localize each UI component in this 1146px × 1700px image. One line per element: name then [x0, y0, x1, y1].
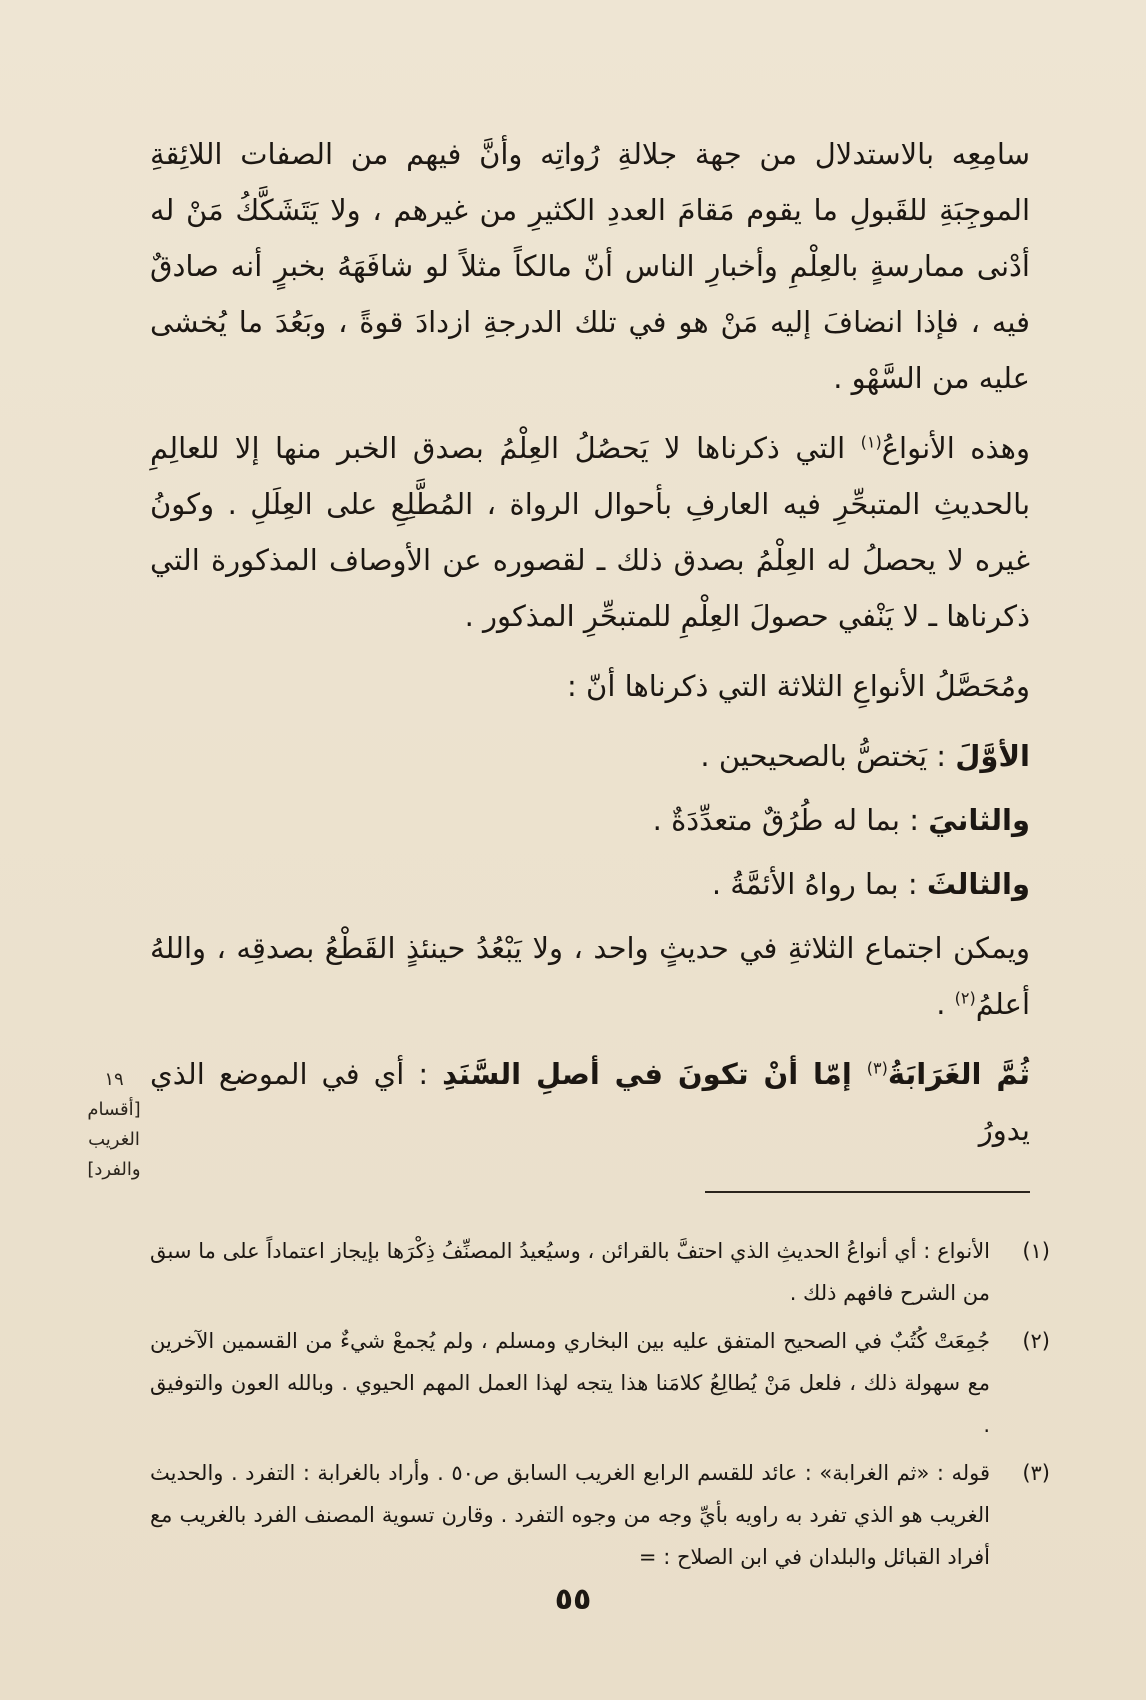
list-item-third: [150, 856, 1030, 912]
ijtima-end: .: [936, 987, 955, 1021]
footnote-divider: [705, 1191, 1030, 1193]
margin-note: [70, 1065, 158, 1185]
anwa-text-before: وهذه الأنواعُ: [881, 431, 1030, 465]
body-paragraph-ijtima: [150, 920, 1030, 1032]
footnote-1: [150, 1230, 1050, 1314]
margin-note-number: ١٩: [104, 1069, 124, 1090]
footnote-ref-1: (١): [860, 432, 882, 452]
body-paragraph-gharaba: [150, 1046, 1030, 1158]
footnote-number: (١): [1022, 1239, 1050, 1263]
list-item-second: [150, 792, 1030, 848]
gharaba-lead: ثُمَّ الغَرَابَةُ: [887, 1057, 1030, 1091]
page-number: ٥٥: [554, 1582, 592, 1617]
footnote-2: [150, 1320, 1050, 1446]
main-text: [150, 126, 1030, 1172]
item-text: : يَختصُّ بالصحيحين .: [700, 739, 956, 773]
footnote-text: قوله : «ثم الغرابة» : عائد للقسم الرابع الغريب السابق ص٥٠ . وأراد بالغرابة : التفرد . والحديث الغريب هو الذي تفرد به راويه بأيِّ وجه من وجوه التفرد . وقارن تسوية المصنف الفرد بالغريب مع أفراد القبائل والبلدان في ابن الصلاح : =: [150, 1461, 990, 1569]
anwa-text-after: التي ذكرناها لا يَحصُلُ العِلْمُ بصدق الخبر منها إلا للعالِمِ بالحديثِ المتبحِّرِ فيه العارفِ بأحوال الرواة ، المُطَّلِعِ على العِلَلِ .: [150, 431, 1031, 521]
footnote-ref-2: (٢): [954, 988, 976, 1008]
item-label: والثانيَ: [928, 803, 1030, 837]
footnote-number: (٢): [1022, 1329, 1050, 1353]
item-text: : بما رواهُ الأئمَّةُ .: [711, 867, 927, 901]
item-text: : بما له طُرُقٌ متعدِّدَةٌ .: [652, 803, 929, 837]
footnote-number: (٣): [1022, 1461, 1050, 1485]
ijtima-text: ويمكن اجتماع الثلاثةِ في حديثٍ واحد ، ولا يَبْعُدُ حينئذٍ القَطْعُ بصدقِه ، واللهُ أعلمُ: [150, 931, 1030, 1021]
body-paragraph-anwa: [150, 420, 1030, 644]
body-paragraph-3: ومُحَصَّلُ الأنواعِ الثلاثة التي ذكرناها أنّ :: [567, 669, 1030, 703]
item-label: الأوَّلَ: [955, 739, 1030, 773]
gharaba-text: : أي في الموضع الذي يدورُ: [150, 1057, 1030, 1147]
footnote-text: الأنواع : أي أنواعُ الحديثِ الذي احتفَّ بالقرائن ، وسيُعيدُ المصنِّفُ ذِكْرَها بإيجاز اعتماداً على ما سبق من الشرح فافهم ذلك .: [150, 1239, 990, 1305]
footnotes: [150, 1230, 1050, 1584]
margin-note-text: [أقسام الغريب والفرد]: [87, 1099, 141, 1180]
footnote-3: [150, 1452, 1050, 1578]
body-paragraph-1: سامِعِه بالاستدلال من جهة جلالةِ رُواتِه وأنَّ فيهم من الصفات اللائِقةِ الموجِبَةِ للقَبولِ ما يقوم مَقامَ العددِ الكثيرِ من غيرهم ، ولا يَتَشَكَّكُ مَنْ له أدْنى ممارسةٍ بالعِلْمِ وأخبارِ الناس أنّ مالكاً مثلاً لو شافَهَهُ بخبرٍ أنه صادقٌ فيه ، فإذا انضافَ إليه مَنْ هو في تلك الدرجةِ ازدادَ قوةً ، وبَعُدَ ما يُخشى عليه من السَّهْو .: [150, 137, 1030, 395]
footnote-text: جُمِعَتْ كُتُبٌ في الصحيح المتفق عليه بين البخاري ومسلم ، ولم يُجمعْ شيءٌ من القسمين الآخرين مع سهولة ذلك ، فلعل مَنْ يُطالِعُ كلامَنا هذا يتجه لهذا العمل المهم الحيوي . وبالله العون والتوفيق .: [150, 1329, 990, 1437]
item-label: والثالثَ: [926, 867, 1030, 901]
gharaba-bold-text: إمّا أنْ تكونَ في أصلِ السَّنَدِ: [442, 1057, 867, 1091]
body-paragraph-2: وكونُ غيره لا يحصلُ له العِلْمُ بصدق ذلك ـ لقصوره عن الأوصاف المذكورة التي ذكرناها ـ لا يَنْفي حصولَ العِلْمِ للمتبحِّرِ المذكور .: [150, 487, 1030, 633]
list-item-first: [150, 728, 1030, 784]
footnote-ref-3: (٣): [866, 1058, 888, 1078]
